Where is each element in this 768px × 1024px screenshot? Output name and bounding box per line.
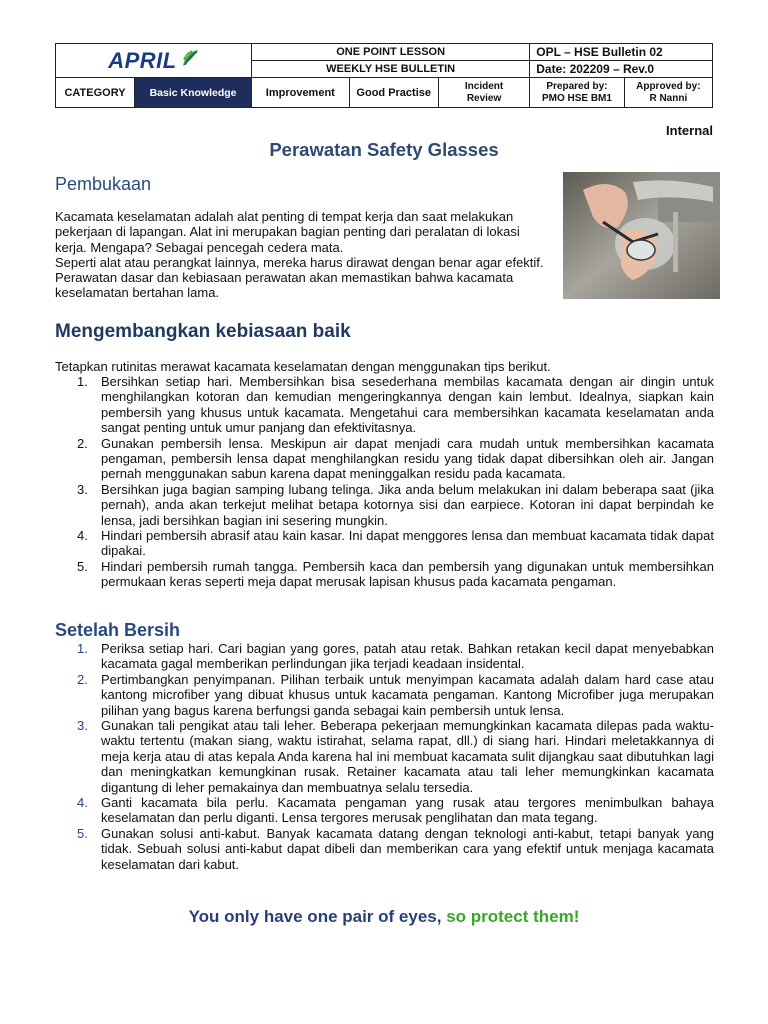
opening-paragraph: Seperti alat atau perangkat lainnya, mereka harus dirawat dengan benar agar efektif. Perawatan dasar dan kebiasaan perawatan akan memastikan bahwa kacamata keselamatan bertahan lama. [55, 254, 544, 301]
category-good-practise: Good Practise [349, 78, 438, 108]
bulletin-id: OPL – HSE Bulletin 02 [530, 44, 713, 61]
prepared-value: PMO HSE BM1 [541, 92, 612, 104]
list-number: 5. [77, 558, 88, 574]
list-item [55, 374, 714, 436]
list-text: Gunakan pembersih lensa. Meskipun air dapat menjadi cara mudah untuk membersihkan kacamata pengaman, pembersih lensa dapat menghilangkan residu yang tidak dapat dibersihkan oleh air. Jangan pernah menggunakan sabun karena dapat meninggalkan residu pada kacamata. [101, 435, 714, 482]
habits-list [55, 374, 714, 590]
category-improvement: Improvement [252, 78, 350, 108]
header-table [55, 43, 713, 108]
list-text: Bersihkan juga bagian samping lubang telinga. Jika anda belum melakukan ini dalam beberapa saat (jika pernah), anda akan terkejut melihat betapa kotornya sisi dan earpiece. Kotoran ini dapat berpindah ke lensa, jadi bersihkan bagian ini sesering mungkin. [101, 481, 714, 528]
incident-review-label: Incident Review [464, 80, 504, 104]
category-basic-knowledge: Basic Knowledge [135, 78, 252, 108]
list-item [55, 718, 714, 795]
washing-glasses-photo [563, 172, 720, 299]
slogan-part-2: so protect them! [446, 907, 580, 926]
category-incident-review [438, 78, 529, 108]
list-number: 5. [77, 825, 88, 841]
list-number: 2. [77, 435, 88, 451]
list-text: Ganti kacamata bila perlu. Kacamata pengaman yang rusak atau tergores menimbulkan bahaya keselamatan dan perlu diganti. Lensa tergores merusak penglihatan dan mata tegang. [101, 795, 714, 826]
prepared-by [530, 78, 624, 108]
approved-label: Approved by: [636, 80, 701, 92]
approved-value: R Nanni [649, 92, 688, 104]
after-heading: Setelah Bersih [55, 620, 181, 640]
list-item [55, 672, 714, 718]
list-number: 1. [77, 374, 88, 389]
slogan-part-1: You only have one pair of eyes, [188, 907, 442, 926]
list-number: 4. [77, 528, 88, 544]
habits-heading: Mengembangkan kebiasaan baik [55, 321, 351, 342]
list-item [55, 795, 714, 826]
after-list [55, 641, 714, 872]
opening-text [55, 209, 555, 301]
opening-heading: Pembukaan [55, 174, 152, 194]
classification-label: Internal [666, 123, 713, 138]
lesson-title: ONE POINT LESSON [252, 44, 530, 61]
list-text: Pertimbangkan penyimpanan. Pilihan terbaik untuk menyimpan kacamata adalah dalam hard case atau kantong microfiber yang dibuat khusus untuk kacamata pengaman. Kantong Microfiber juga merupakan pilihan yang bagus karena berfungsi ganda sebagai kain pembersih untuk lensa. [101, 671, 714, 718]
opening-paragraph: Kacamata keselamatan adalah alat penting di tempat kerja dan saat melakukan pekerjaan di lapangan. Alat ini merupakan bagian penting dari peralatan di lokasi kerja. Mengapa? Sebagai pencegah cedera mata. [55, 209, 520, 255]
list-text: Hindari pembersih rumah tangga. Pembersih kaca dan pembersih yang digunakan untuk membersihkan permukaan keras seperti meja dapat merusak lapisan khusus pada kacamata pengaman. [101, 558, 714, 590]
slogan [0, 907, 768, 927]
list-text: Periksa setiap hari. Cari bagian yang gores, patah atau retak. Bahkan retakan kecil dapat menyebabkan kacamata gagal memberikan perlindungan jika terjadi keadaan insidental. [101, 641, 714, 672]
list-text: Hindari pembersih abrasif atau kain kasar. Ini dapat menggores lensa dan membuat kacamata tidak dapat dipakai. [101, 528, 714, 559]
list-number: 1. [77, 641, 88, 656]
leaf-icon [181, 48, 199, 68]
date-revision: Date: 202209 – Rev.0 [530, 61, 713, 78]
list-item [55, 559, 714, 590]
approved-by [624, 78, 712, 108]
list-number: 3. [77, 718, 88, 734]
list-item [55, 528, 714, 559]
list-number: 4. [77, 795, 88, 811]
prepared-label: Prepared by: [546, 80, 608, 92]
list-text: Bersihkan setiap hari. Membersihkan bisa sesederhana membilas kacamata dengan air dingin untuk menghilangkan kotoran dan kemudian mengeringkannya dengan kain lembut. Idealnya, siapkan kain pembersih yang khusus untuk kacamata. Mengetahui cara membersihkan kacamata keselamatan anda sangat penting untuk umur panjang dan efektivitasnya. [101, 374, 714, 436]
list-item [55, 826, 714, 872]
list-item [55, 641, 714, 672]
list-item [55, 436, 714, 482]
page-title: Perawatan Safety Glasses [269, 139, 499, 160]
list-text: Gunakan tali pengikat atau tali leher. Beberapa pekerjaan memungkinkan kacamata dilepas pada waktu-waktu tertentu (makan siang, waktu istirahat, selama rapat, dll.) di siang hari. Hindari meletakkannya di meja kerja atau di atas kepala Anda karena hal ini membuat kacamata sulit dijangkau saat dibutuhkan lagi dan meningkatkan kemungkinan rusak. Retainer kacamata atau tali leher memungkinkan kacamata digantung di leher pemakainya dan membuatnya selalu tersedia. [101, 718, 714, 795]
list-number: 3. [77, 481, 88, 497]
logo-text: APRIL [108, 47, 177, 73]
habits-intro: Tetapkan rutinitas merawat kacamata keselamatan dengan menggunakan tips berikut. [55, 359, 551, 374]
bulletin-title: WEEKLY HSE BULLETIN [252, 61, 530, 78]
company-logo [56, 44, 252, 78]
list-text: Gunakan solusi anti-kabut. Banyak kacamata datang dengan teknologi anti-kabut, tetapi banyak yang tidak. Sebuah solusi anti-kabut dapat dibeli dan memberikan cara yang efektif untuk menjaga kacamata keselamatan dari kabut. [101, 825, 714, 872]
list-number: 2. [77, 671, 88, 687]
list-item [55, 482, 714, 528]
category-label: CATEGORY [56, 78, 135, 108]
